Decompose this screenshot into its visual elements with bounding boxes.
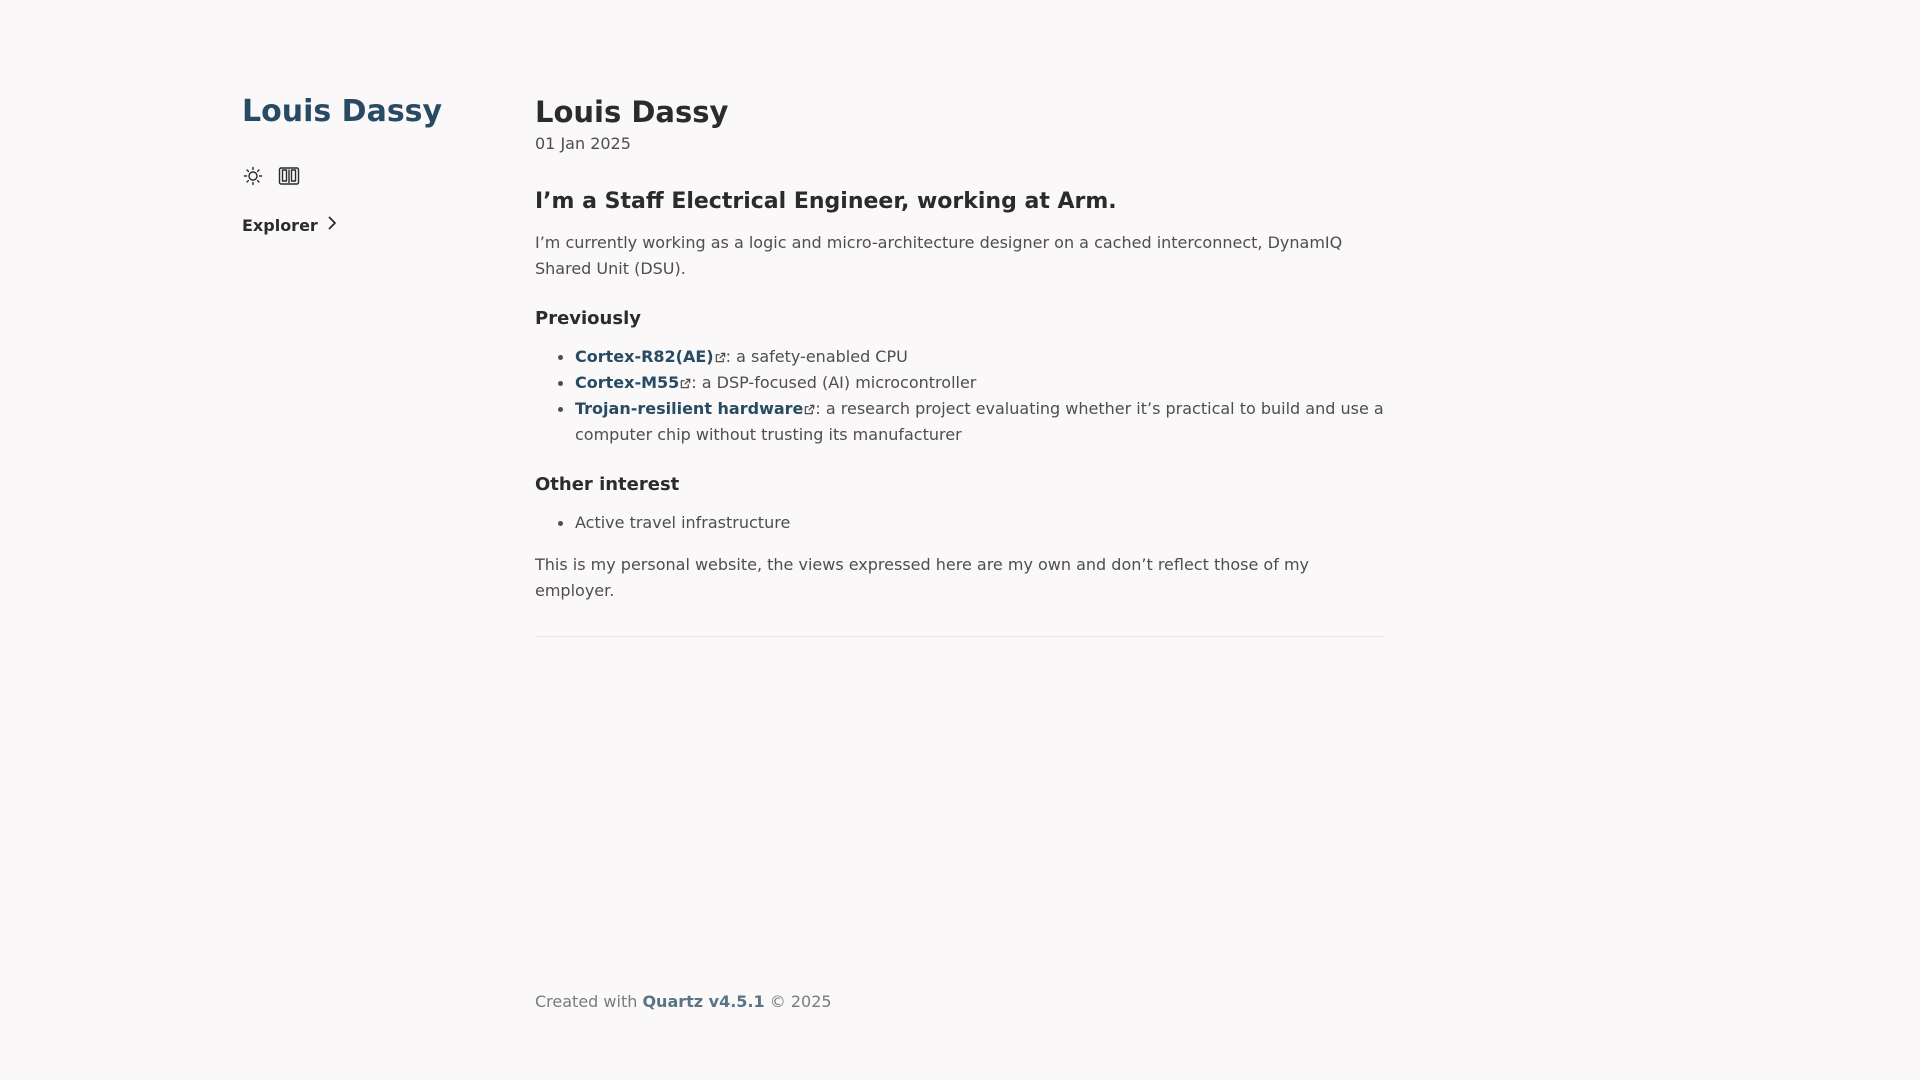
chevron-right-icon (326, 215, 338, 235)
list-item-desc: : a DSP-focused (AI) microcontroller (691, 373, 977, 392)
page-date: 01 Jan 2025 (535, 134, 631, 153)
external-link-icon (680, 378, 691, 389)
explorer-label: Explorer (242, 215, 318, 235)
list-item (575, 370, 1385, 396)
explorer-toggle[interactable] (242, 214, 492, 236)
main-content (535, 92, 1385, 637)
cortex-m55-link[interactable]: Cortex-M55 (575, 373, 691, 392)
left-sidebar (242, 92, 492, 236)
cortex-r82-link[interactable]: Cortex-R82(AE) (575, 347, 726, 366)
content-divider (535, 636, 1385, 637)
list-item: Active travel infrastructure (575, 510, 1385, 536)
intro-heading: I’m a Staff Electrical Engineer, working at Arm. (535, 189, 1117, 214)
list-item-desc: : a research project evaluating whether it’s practical to build and use a computer chip without trusting its manufacturer (575, 399, 1384, 444)
external-link-icon (715, 352, 726, 363)
sidebar-toolbar (242, 164, 492, 188)
list-item (575, 344, 1385, 370)
page-title: Louis Dassy (535, 95, 729, 129)
footer (535, 990, 832, 1014)
site-title-link[interactable]: Louis Dassy (242, 94, 443, 129)
footer-prefix: Created with (535, 992, 638, 1011)
list-item-desc: : a safety-enabled CPU (725, 347, 908, 366)
other-interest-list (535, 510, 1385, 536)
other-interest-heading: Other interest (535, 474, 680, 495)
footer-copyright: © 2025 (769, 992, 832, 1011)
external-link-icon (804, 404, 815, 415)
disclaimer-paragraph: This is my personal website, the views expressed here are my own and don’t reflect those of my employer. (535, 555, 1309, 600)
quartz-link[interactable]: Quartz v4.5.1 (642, 992, 765, 1011)
previously-list (535, 344, 1385, 448)
previously-heading: Previously (535, 308, 641, 329)
trojan-resilient-link[interactable]: Trojan-resilient hardware (575, 399, 815, 418)
intro-paragraph: I’m currently working as a logic and micro-architecture designer on a cached interconnect, DynamIQ Shared Unit (DSU). (535, 233, 1343, 278)
list-item (575, 396, 1385, 448)
sun-icon[interactable] (242, 165, 264, 187)
book-icon[interactable] (278, 165, 300, 187)
